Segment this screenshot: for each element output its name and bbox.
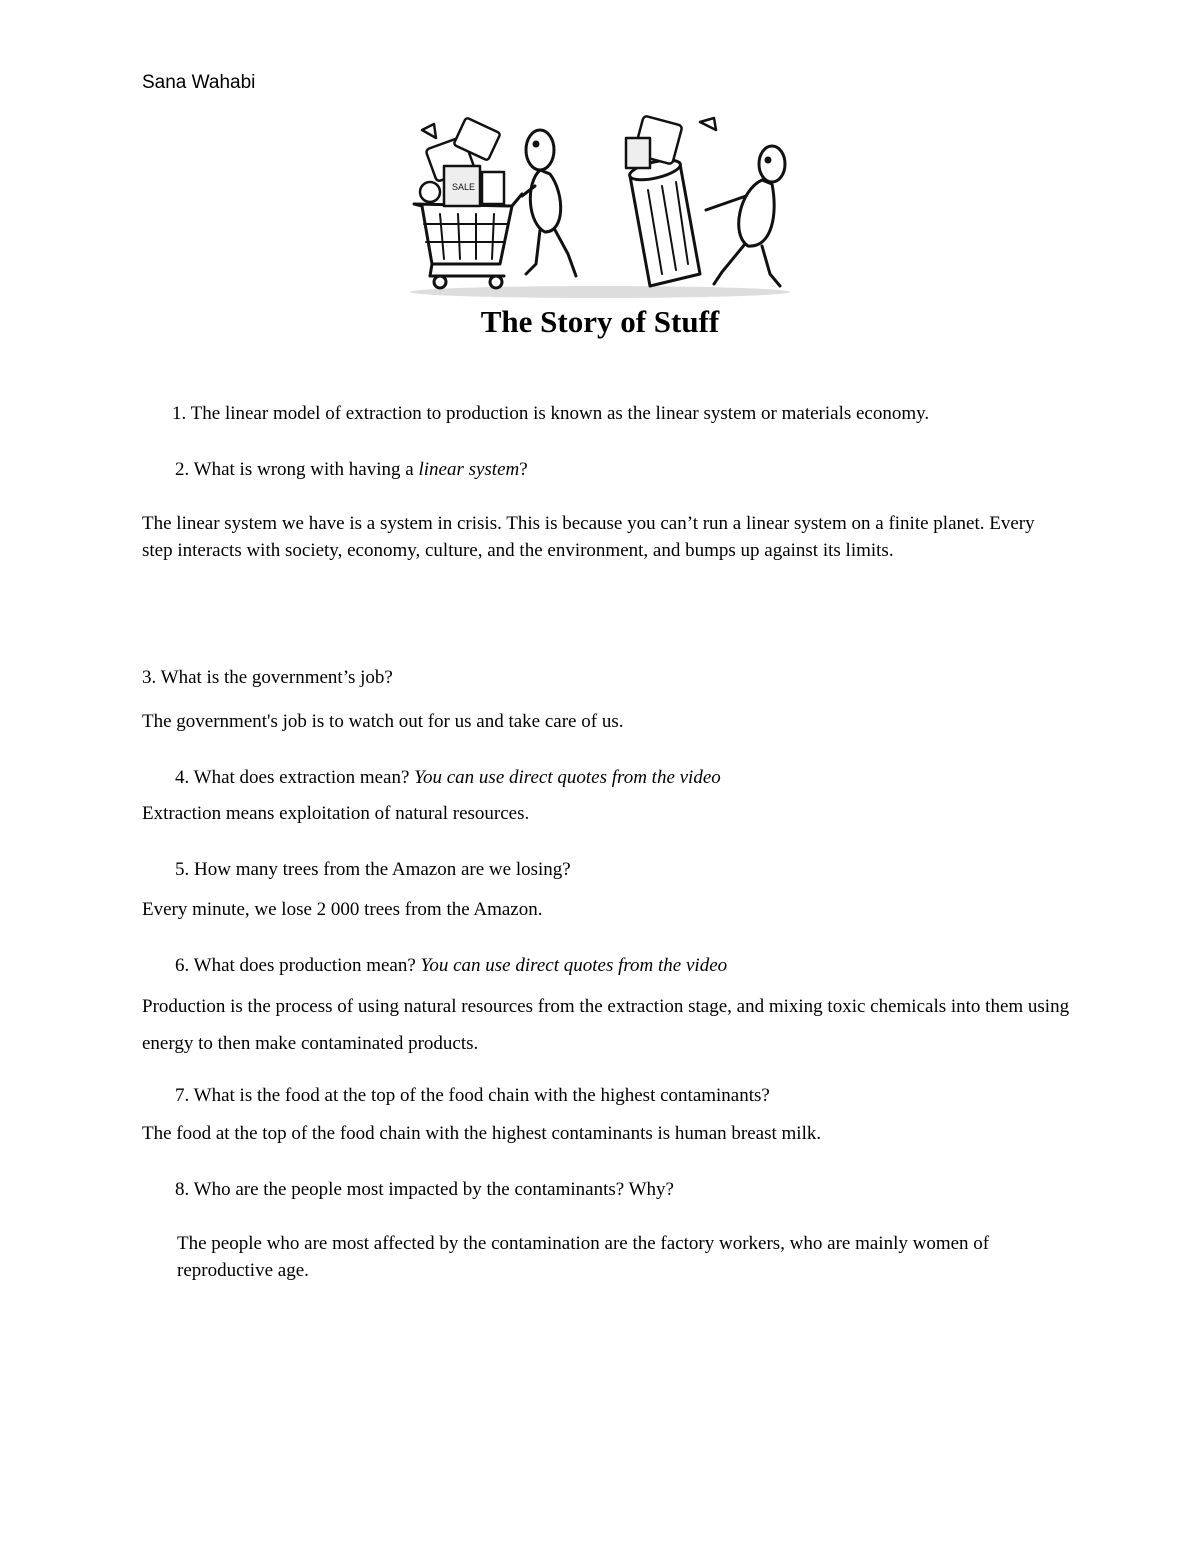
trash-pile-icon — [626, 116, 716, 168]
question-2 — [175, 456, 528, 483]
sale-sign: SALE — [452, 182, 476, 192]
question-2-emphasis: linear system — [418, 459, 520, 480]
question-6-text: 6. What does production mean? — [175, 955, 421, 976]
question-1: 1. The linear model of extraction to production is known as the linear system or materials economy. — [172, 403, 930, 424]
question-3: 3. What is the government’s job? — [142, 667, 393, 688]
answer-4: Extraction means exploitation of natural resources. — [142, 803, 530, 824]
question-7: 7. What is the food at the top of the food chain with the highest contaminants? — [175, 1085, 770, 1106]
answer-3: The government's job is to watch out for us and take care of us. — [142, 711, 624, 732]
worker-figure-icon — [706, 146, 785, 286]
question-5: 5. How many trees from the Amazon are we losing? — [175, 859, 571, 880]
answer-5: Every minute, we lose 2 000 trees from the Amazon. — [142, 899, 543, 920]
question-4-hint: You can use direct quotes from the video — [414, 767, 721, 788]
question-4-text: 4. What does extraction mean? — [175, 767, 415, 788]
question-6 — [175, 952, 727, 979]
answer-6: Production is the process of using natural resources from the extraction stage, and mixing toxic chemicals into them using energy to then make contaminated products. — [142, 996, 1070, 1054]
trash-can-icon — [628, 156, 700, 286]
author-name: Sana Wahabi — [142, 72, 256, 93]
story-of-stuff-illustration — [400, 114, 800, 304]
question-4 — [175, 764, 721, 791]
answer-8: The people who are most affected by the contamination are the factory workers, who are mainly women of reproductive age. — [177, 1233, 990, 1281]
document-title: The Story of Stuff — [480, 304, 720, 339]
question-6-hint: You can use direct quotes from the video — [420, 955, 728, 976]
question-8: 8. Who are the people most impacted by the contaminants? Why? — [175, 1179, 674, 1200]
stuff-pile-icon — [420, 117, 504, 206]
question-2-end: ? — [519, 459, 528, 480]
question-2-text: 2. What is wrong with having a — [175, 459, 419, 480]
shopping-cart-icon — [414, 194, 522, 288]
answer-7: The food at the top of the food chain with the highest contaminants is human breast milk. — [142, 1123, 822, 1144]
answer-2: The linear system we have is a system in crisis. This is because you can’t run a linear system on a finite planet. Every step interacts with society, economy, culture, and the environment, and bumps up against its limits. — [142, 513, 1035, 561]
shopper-figure-icon — [522, 130, 576, 276]
